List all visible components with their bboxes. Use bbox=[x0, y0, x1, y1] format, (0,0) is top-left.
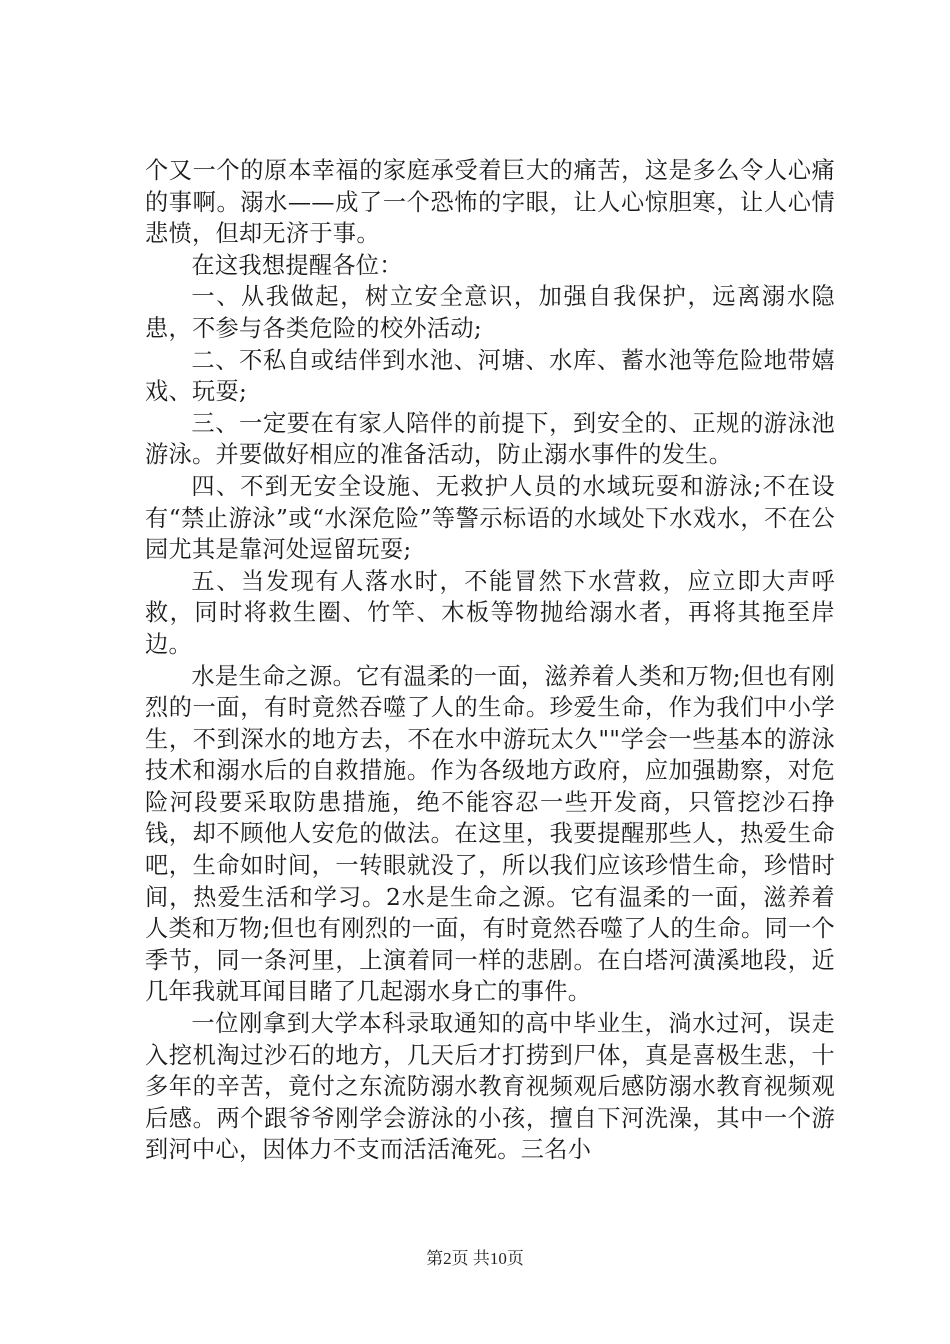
paragraph-4: 三、一定要在有家人陪伴的前提下，到安全的、正规的游泳池游泳。并要做好相应的准备活动，防止溺水事件的发生。 bbox=[145, 409, 835, 469]
page-number-footer: 第2页 共10页 bbox=[426, 1249, 524, 1268]
document-body bbox=[145, 155, 835, 1166]
paragraph-6: 五、当发现有人落水时，不能冒然下水营救，应立即大声呼救，同时将救生圈、竹竿、木板等物抛给溺水者，再将其拖至岸边。 bbox=[145, 567, 835, 658]
paragraph-7: 水是生命之源。它有温柔的一面，滋养着人类和万物;但也有刚烈的一面，有时竟然吞噬了人的生命。珍爱生命，作为我们中小学生，不到深水的地方去，不在水中游玩太久""学会一些基本的游泳技术和溺水后的自救措施。作为各级地方政府，应加强勘察，对危险河段要采取防患措施，绝不能容忍一些开发商，只管挖沙石挣钱，却不顾他人安危的做法。在这里，我要提醒那些人，热爱生命吧，生命如时间，一转眼就没了，所以我们应该珍惜生命，珍惜时间，热爱生活和学习。2水是生命之源。它有温柔的一面，滋养着人类和万物;但也有刚烈的一面，有时竟然吞噬了人的生命。同一个季节，同一条河里，上演着同一样的悲剧。在白塔河潢溪地段，近几年我就耳闻目睹了几起溺水身亡的事件。 bbox=[145, 662, 835, 1006]
paragraph-2: 一、从我做起，树立安全意识，加强自我保护，远离溺水隐患，不参与各类危险的校外活动; bbox=[145, 283, 835, 342]
paragraph-1: 在这我想提醒各位： bbox=[191, 251, 403, 279]
paragraph-3: 二、不私自或结伴到水池、河塘、水库、蓄水池等危险地带嬉戏、玩耍; bbox=[145, 346, 835, 406]
paragraph-5: 四、不到无安全设施、无救护人员的水域玩耍和游泳;不在设有“禁止游泳”或“水深危险”等警示标语的水域处下水戏水，不在公园尤其是靠河处逗留玩耍; bbox=[145, 472, 835, 564]
paragraph-8: 一位刚拿到大学本科录取通知的高中毕业生，淌水过河，误走入挖机淘过沙石的地方，几天后才打捞到尸体，真是喜极生悲，十多年的辛苦，竟付之东流防溺水教育视频观后感防溺水教育视频观后感。两个跟爷爷刚学会游泳的小孩，擅自下河洗澡，其中一个游到河中心，因体力不支而活活淹死。三名小 bbox=[145, 1010, 835, 1164]
paragraph-0: 个又一个的原本幸福的家庭承受着巨大的痛苦，这是多么令人心痛的事啊。溺水——成了一个恐怖的字眼，让人心惊胆寒，让人心情悲愤，但却无济于事。 bbox=[145, 157, 835, 248]
